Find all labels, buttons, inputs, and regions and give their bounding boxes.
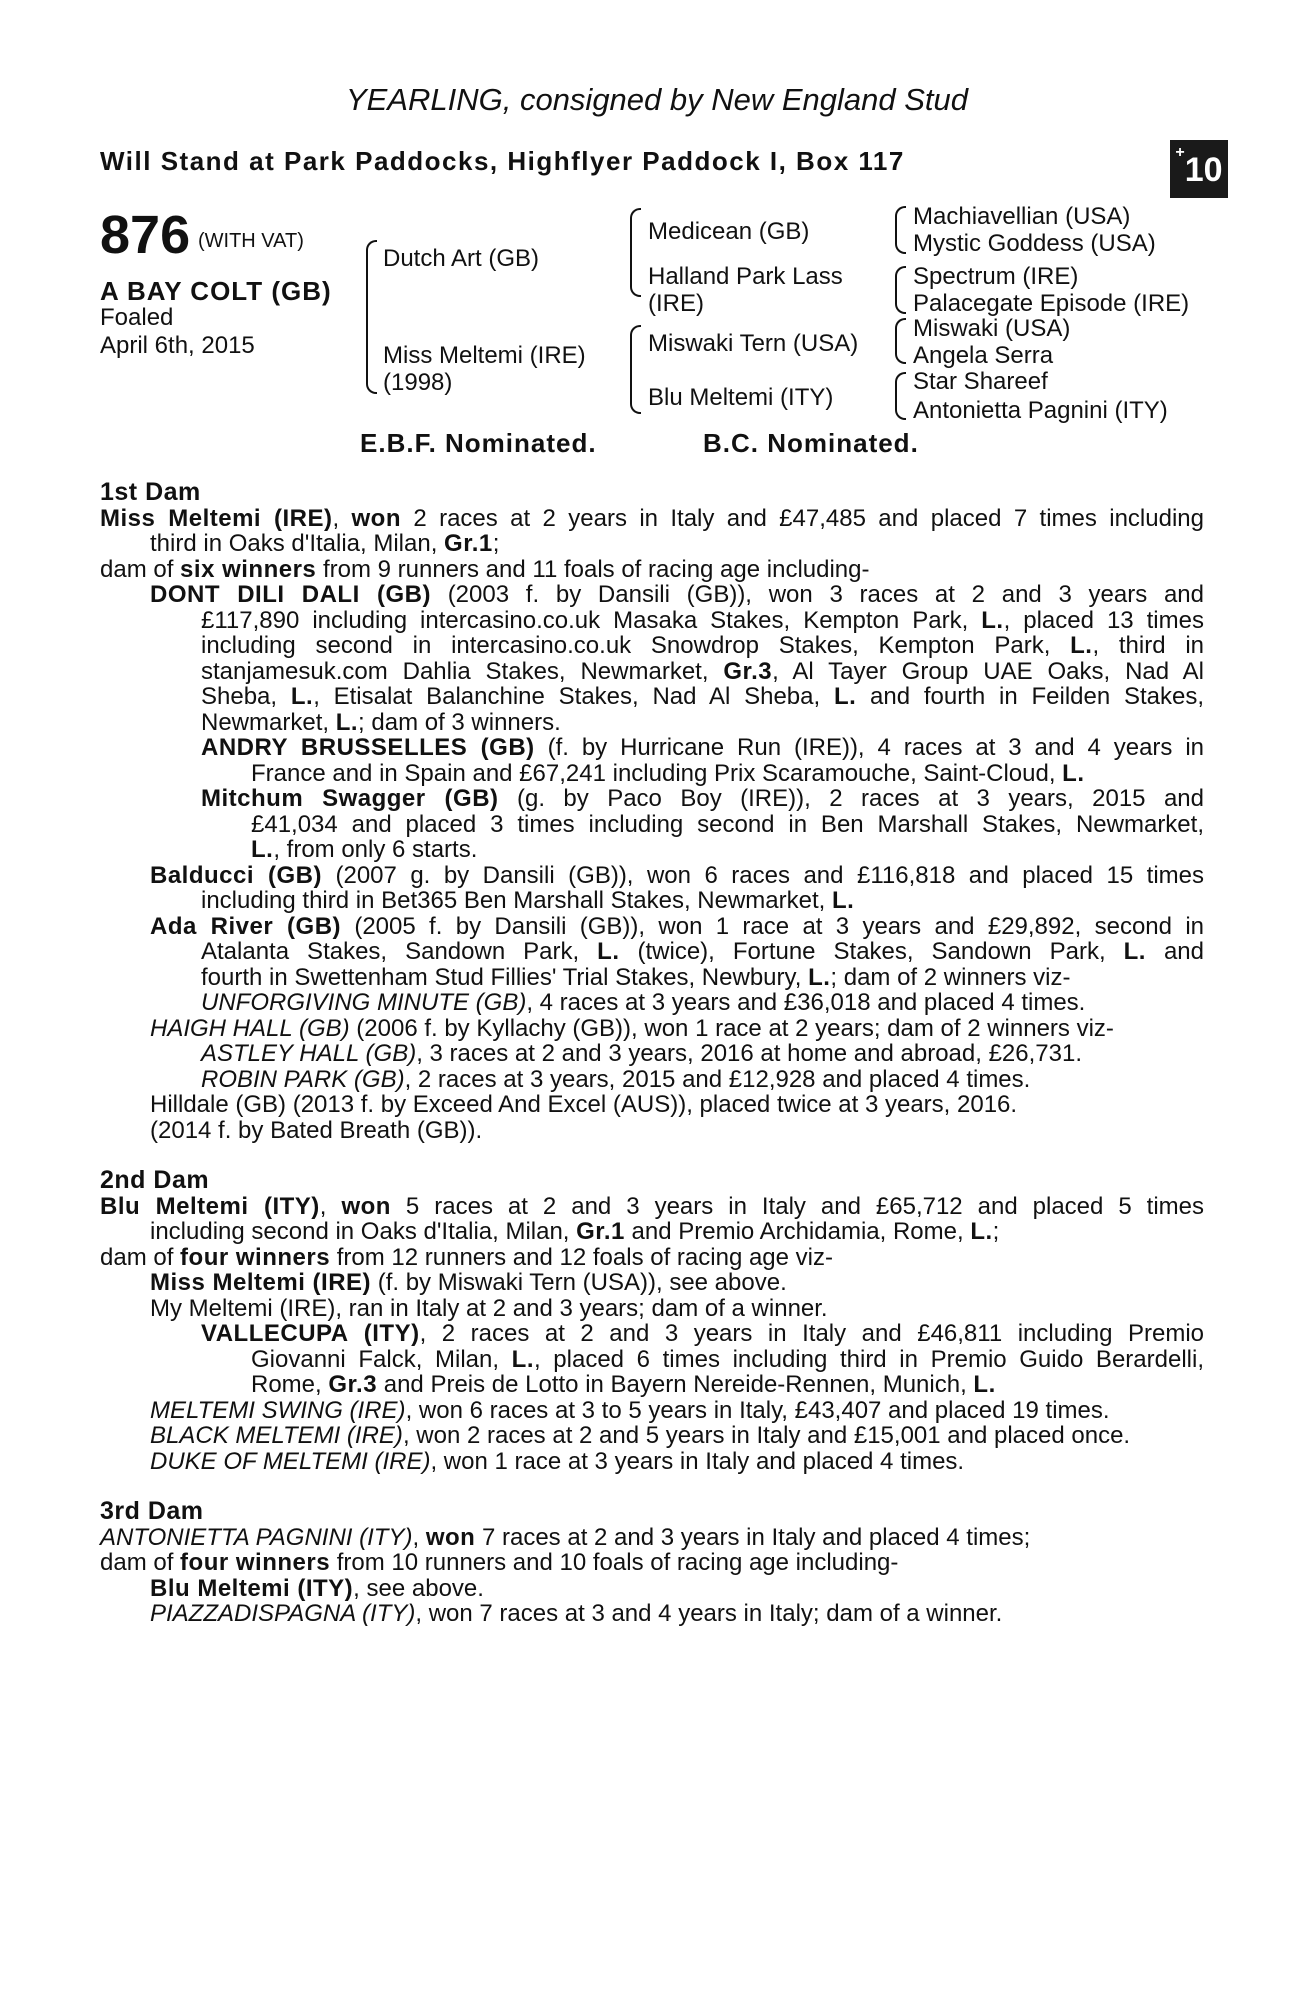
produce-line bbox=[100, 888, 1204, 914]
horse-name: Ada River (GB) bbox=[150, 912, 342, 940]
text-span: (f. by Hurricane Run (IRE)), 4 races at 3 and 4 years in bbox=[534, 734, 1205, 761]
page-title: YEARLING, consigned by New England Stud bbox=[345, 82, 969, 117]
produce-line bbox=[100, 1347, 1204, 1373]
winners-count: four winners bbox=[180, 1549, 331, 1576]
section-gap bbox=[100, 1474, 1204, 1499]
second-dam-name: Blu Meltemi (ITY) bbox=[100, 1192, 320, 1220]
catalogue-text bbox=[100, 480, 1204, 1627]
grade-label: Gr.3 bbox=[328, 1371, 378, 1398]
pedigree-g3-2: Mystic Goddess (USA) bbox=[913, 230, 1156, 257]
text-span: , bbox=[412, 1523, 426, 1551]
produce-line bbox=[100, 608, 1204, 634]
produce-my-meltemi: My Meltemi (IRE), ran in Italy at 2 and 3 years; dam of a winner. bbox=[150, 1294, 828, 1322]
text-span: fourth in Swettenham Stud Fillies' Trial Stakes, Newbury, bbox=[201, 963, 809, 991]
text-span: , Etisalat Balanchine Stakes, Nad Al Sheba, bbox=[313, 683, 834, 710]
text-span: and bbox=[1145, 938, 1205, 965]
foaled-info bbox=[100, 304, 340, 360]
horse-name: ASTLEY HALL (GB) bbox=[201, 1040, 417, 1067]
text-span: , 4 races at 3 years and £36,018 and placed 4 times. bbox=[526, 989, 1086, 1016]
text-span: (twice), Fortune Stakes, Sandown Park, bbox=[619, 938, 1124, 965]
produce-line bbox=[100, 710, 1204, 736]
listed-label: L. bbox=[833, 683, 857, 710]
text-span: Newmarket, bbox=[201, 708, 336, 736]
produce-astley-hall bbox=[100, 1041, 1204, 1067]
text-span: and fourth in Feilden Stakes, bbox=[856, 683, 1205, 710]
horse-name: VALLECUPA (ITY) bbox=[201, 1320, 420, 1347]
listed-label: L. bbox=[808, 963, 831, 991]
produce-line bbox=[100, 812, 1204, 838]
text-span: , Al Tayer Group UAE Oaks, Nad Al bbox=[772, 657, 1205, 685]
text-span: ; bbox=[992, 1218, 1000, 1245]
listed-label: L. bbox=[1062, 759, 1085, 787]
pedigree-dam bbox=[383, 342, 586, 396]
text-span: Sheba, bbox=[201, 683, 291, 710]
produce-line bbox=[100, 837, 1204, 863]
listed-label: L. bbox=[973, 1371, 996, 1398]
listed-label: L. bbox=[251, 836, 274, 863]
produce-ada-river bbox=[100, 914, 1204, 940]
plus-ten-badge bbox=[1170, 140, 1228, 198]
listed-label: L. bbox=[831, 887, 855, 914]
text-span: France and in Spain and £67,241 including Prix Scaramouche, Saint-Cloud, bbox=[251, 759, 1063, 787]
listed-label: L. bbox=[970, 1218, 993, 1245]
badge-number: 10 bbox=[1184, 151, 1223, 189]
text-span: stanjamesuk.com Dahlia Stakes, Newmarket, bbox=[201, 657, 724, 685]
produce-mitchum-swagger bbox=[100, 786, 1204, 812]
horse-name: ANDRY BRUSSELLES (GB) bbox=[201, 734, 535, 761]
produce-line bbox=[100, 761, 1204, 787]
lot-number: 876 bbox=[100, 205, 191, 265]
horse-name: ROBIN PARK (GB) bbox=[201, 1065, 405, 1093]
text-span: (2003 f. by Dansili (GB)), won 3 races at 2 and 3 years and bbox=[430, 581, 1204, 608]
vat-note: (WITH VAT) bbox=[198, 230, 304, 252]
third-dam-line-1 bbox=[100, 1525, 1204, 1551]
produce-line bbox=[100, 684, 1204, 710]
horse-name: DONT DILI DALI (GB) bbox=[150, 581, 431, 608]
pedigree-sire: Dutch Art (GB) bbox=[383, 245, 540, 272]
text-span: , won 2 races at 2 and 5 years in Italy and £15,001 and placed once. bbox=[402, 1422, 1131, 1449]
pedigree-dam-dam: Blu Meltemi (ITY) bbox=[648, 384, 834, 411]
listed-label: L. bbox=[1070, 632, 1093, 659]
produce-vallecupa bbox=[100, 1321, 1204, 1347]
pedigree-sire-sire: Medicean (GB) bbox=[648, 218, 810, 245]
pedigree-sire-dam bbox=[648, 263, 843, 317]
horse-name: BLACK MELTEMI (IRE) bbox=[150, 1422, 403, 1449]
text-span: including second in Oaks d'Italia, Milan, bbox=[150, 1218, 577, 1245]
text-span: , third in bbox=[1092, 632, 1204, 659]
winners-count: four winners bbox=[180, 1243, 331, 1271]
grade-label: Gr.3 bbox=[723, 657, 773, 685]
text-span: (2005 f. by Dansili (GB)), won 1 race at 3 years and £29,892, second in bbox=[341, 912, 1204, 940]
text-span: from 12 runners and 12 foals of racing age viz- bbox=[330, 1243, 833, 1271]
pedigree-g3-1: Machiavellian (USA) bbox=[913, 203, 1131, 230]
first-dam-name: Miss Meltemi (IRE) bbox=[100, 504, 333, 532]
won-label: won bbox=[425, 1523, 476, 1551]
text-span: , see above. bbox=[353, 1574, 484, 1602]
horse-name: DUKE OF MELTEMI (IRE) bbox=[150, 1447, 431, 1475]
pedigree-dam-year: (1998) bbox=[383, 369, 453, 396]
text-span: , bbox=[332, 504, 352, 532]
text-span: 7 races at 2 and 3 years in Italy and placed 4 times; bbox=[475, 1523, 1031, 1551]
produce-miss-meltemi bbox=[100, 1270, 1204, 1296]
horse-name: Blu Meltemi (ITY) bbox=[150, 1574, 354, 1602]
text-span: £41,034 and placed 3 times including second in Ben Marshall Stakes, Newmarket, bbox=[251, 810, 1204, 838]
third-dam-heading: 3rd Dam bbox=[100, 1497, 204, 1525]
produce-piazzadispagna bbox=[100, 1601, 1204, 1627]
produce-meltemi-swing bbox=[100, 1398, 1204, 1424]
second-dam-line-2 bbox=[100, 1219, 1204, 1245]
produce-balducci bbox=[100, 863, 1204, 889]
text-span: 2 races at 2 years in Italy and £47,485 and placed 7 times including bbox=[401, 504, 1204, 532]
produce-unforgiving-minute bbox=[100, 990, 1204, 1016]
text-span: , placed 13 times bbox=[1003, 606, 1204, 634]
ebf-nominated: E.B.F. Nominated. bbox=[360, 428, 597, 458]
produce-2014-filly: (2014 f. by Bated Breath (GB)). bbox=[150, 1116, 483, 1144]
text-span: and Premio Archidamia, Rome, bbox=[624, 1218, 971, 1245]
text-span: , won 6 races at 3 to 5 years in Italy, £43,407 and placed 19 times. bbox=[405, 1396, 1110, 1424]
text-span: , bbox=[319, 1192, 342, 1220]
pedigree-g3-8: Antonietta Pagnini (ITY) bbox=[913, 397, 1168, 424]
produce-dont-dili-dali bbox=[100, 582, 1204, 608]
won-label: won bbox=[341, 1192, 391, 1220]
grade-label: Gr.1 bbox=[576, 1218, 625, 1245]
produce-black-meltemi bbox=[100, 1423, 1204, 1449]
produce-line bbox=[100, 1372, 1204, 1398]
text-span: , 2 races at 2 and 3 years in Italy and £46,811 including Premio bbox=[419, 1320, 1204, 1347]
pedigree-sire-dam-name: Halland Park Lass bbox=[648, 263, 843, 290]
pedigree-brace-g4 bbox=[895, 372, 906, 420]
pedigree-dam-sire: Miswaki Tern (USA) bbox=[648, 330, 859, 357]
pedigree-g3-3: Spectrum (IRE) bbox=[913, 263, 1079, 290]
listed-label: L. bbox=[1123, 938, 1146, 965]
pedigree-g3-6: Angela Serra bbox=[913, 342, 1054, 369]
pedigree-brace-g1 bbox=[895, 206, 906, 254]
produce-blu-meltemi bbox=[100, 1576, 1204, 1602]
second-dam-line-3 bbox=[100, 1245, 1204, 1271]
bc-nominated: B.C. Nominated. bbox=[703, 428, 919, 458]
text-span: , won 7 races at 3 and 4 years in Italy; dam of a winner. bbox=[415, 1600, 1003, 1627]
text-span: 5 races at 2 and 3 years in Italy and £65,712 and placed 5 times bbox=[390, 1192, 1205, 1220]
third-dam-name: ANTONIETTA PAGNINI (ITY) bbox=[100, 1523, 413, 1551]
horse-name: HAIGH HALL (GB) bbox=[150, 1014, 350, 1042]
pedigree-sire-dam-country: (IRE) bbox=[648, 290, 704, 317]
section-gap bbox=[100, 1143, 1204, 1168]
text-span: ; dam of 2 winners viz- bbox=[830, 963, 1071, 991]
text-span: (2007 g. by Dansili (GB)), won 6 races and £116,818 and placed 15 times bbox=[322, 861, 1204, 889]
produce-robin-park bbox=[100, 1067, 1204, 1093]
first-dam-line-1 bbox=[100, 506, 1204, 532]
text-span: , won 1 race at 3 years in Italy and placed 4 times. bbox=[430, 1447, 965, 1475]
horse-name: Mitchum Swagger (GB) bbox=[201, 785, 499, 812]
won-label: won bbox=[351, 504, 401, 532]
listed-label: L. bbox=[597, 938, 620, 965]
listed-label: L. bbox=[511, 1345, 534, 1373]
pedigree-brace-sire bbox=[630, 208, 641, 297]
third-dam-line-2 bbox=[100, 1550, 1204, 1576]
text-span: Atalanta Stakes, Sandown Park, bbox=[201, 938, 598, 965]
text-span: (f. by Miswaki Tern (USA)), see above. bbox=[371, 1269, 787, 1296]
winners-count: six winners bbox=[180, 555, 317, 583]
produce-line bbox=[100, 965, 1204, 991]
pedigree-g3-4: Palacegate Episode (IRE) bbox=[913, 290, 1190, 317]
first-dam-heading: 1st Dam bbox=[100, 478, 201, 506]
text-span: (2006 f. by Kyllachy (GB)), won 1 race at 2 years; dam of 2 winners viz- bbox=[349, 1014, 1114, 1042]
horse-name: Balducci (GB) bbox=[150, 861, 322, 889]
pedigree-brace-dam bbox=[630, 325, 641, 414]
text-span: from 9 runners and 11 foals of racing age including- bbox=[316, 555, 870, 583]
stand-location: Will Stand at Park Paddocks, Highflyer Paddock I, Box 117 bbox=[100, 146, 905, 176]
produce-line bbox=[100, 659, 1204, 685]
listed-label: L. bbox=[981, 606, 1004, 634]
text-span: third in Oaks d'Italia, Milan, bbox=[150, 530, 445, 557]
text-span: dam of bbox=[100, 1243, 181, 1271]
produce-line bbox=[100, 633, 1204, 659]
produce-haigh-hall bbox=[100, 1016, 1204, 1042]
second-dam-heading: 2nd Dam bbox=[100, 1166, 210, 1194]
pedigree-brace-g2 bbox=[895, 266, 906, 314]
produce-andry-brusselles bbox=[100, 735, 1204, 761]
horse-name: PIAZZADISPAGNA (ITY) bbox=[150, 1600, 416, 1627]
text-span: (g. by Paco Boy (IRE)), 2 races at 3 years, 2015 and bbox=[498, 785, 1204, 812]
pedigree-brace-main bbox=[366, 240, 377, 394]
foaled-label: Foaled bbox=[100, 304, 174, 331]
text-span: ; bbox=[492, 530, 500, 557]
text-span: ; dam of 3 winners. bbox=[358, 708, 561, 736]
pedigree-dam-name: Miss Meltemi (IRE) bbox=[383, 342, 586, 369]
horse-name: MELTEMI SWING (IRE) bbox=[150, 1396, 406, 1424]
text-span: £117,890 including intercasino.co.uk Masaka Stakes, Kempton Park, bbox=[201, 606, 982, 634]
text-span: Giovanni Falck, Milan, bbox=[251, 1345, 512, 1373]
grade-label: Gr.1 bbox=[444, 530, 493, 557]
text-span: dam of bbox=[100, 555, 181, 583]
text-span: , 2 races at 3 years, 2015 and £12,928 and placed 4 times. bbox=[404, 1065, 1031, 1093]
badge-plus: + bbox=[1175, 144, 1185, 161]
text-span: , 3 races at 2 and 3 years, 2016 at home and abroad, £26,731. bbox=[416, 1040, 1083, 1067]
listed-label: L. bbox=[335, 708, 359, 736]
second-dam-line-1 bbox=[100, 1194, 1204, 1220]
produce-duke-of-meltemi bbox=[100, 1449, 1204, 1475]
horse-name: UNFORGIVING MINUTE (GB) bbox=[201, 989, 527, 1016]
first-dam-line-2 bbox=[100, 531, 1204, 557]
pedigree-brace-g3 bbox=[895, 318, 906, 364]
produce-line bbox=[100, 939, 1204, 965]
listed-label: L. bbox=[290, 683, 314, 710]
text-span: , from only 6 starts. bbox=[273, 836, 478, 863]
horse-name: Miss Meltemi (IRE) bbox=[150, 1269, 372, 1296]
pedigree-g3-5: Miswaki (USA) bbox=[913, 315, 1071, 342]
text-span: including second in intercasino.co.uk Snowdrop Stakes, Kempton Park, bbox=[201, 632, 1071, 659]
text-span: including third in Bet365 Ben Marshall Stakes, Newmarket, bbox=[201, 887, 832, 914]
produce-hilldale: Hilldale (GB) (2013 f. by Exceed And Excel (AUS)), placed twice at 3 years, 2016. bbox=[150, 1091, 1018, 1118]
lot-description: A BAY COLT (GB) bbox=[100, 276, 332, 306]
text-span: and Preis de Lotto in Bayern Nereide-Rennen, Munich, bbox=[377, 1371, 974, 1398]
text-span: Rome, bbox=[251, 1371, 329, 1398]
first-dam-line-3 bbox=[100, 557, 1204, 583]
pedigree-g3-7: Star Shareef bbox=[913, 368, 1048, 395]
text-span: , placed 6 times including third in Premio Guido Berardelli, bbox=[533, 1345, 1204, 1373]
text-span: dam of bbox=[100, 1549, 181, 1576]
text-span: from 10 runners and 10 foals of racing age including- bbox=[330, 1549, 899, 1576]
foaled-date: April 6th, 2015 bbox=[100, 332, 255, 359]
